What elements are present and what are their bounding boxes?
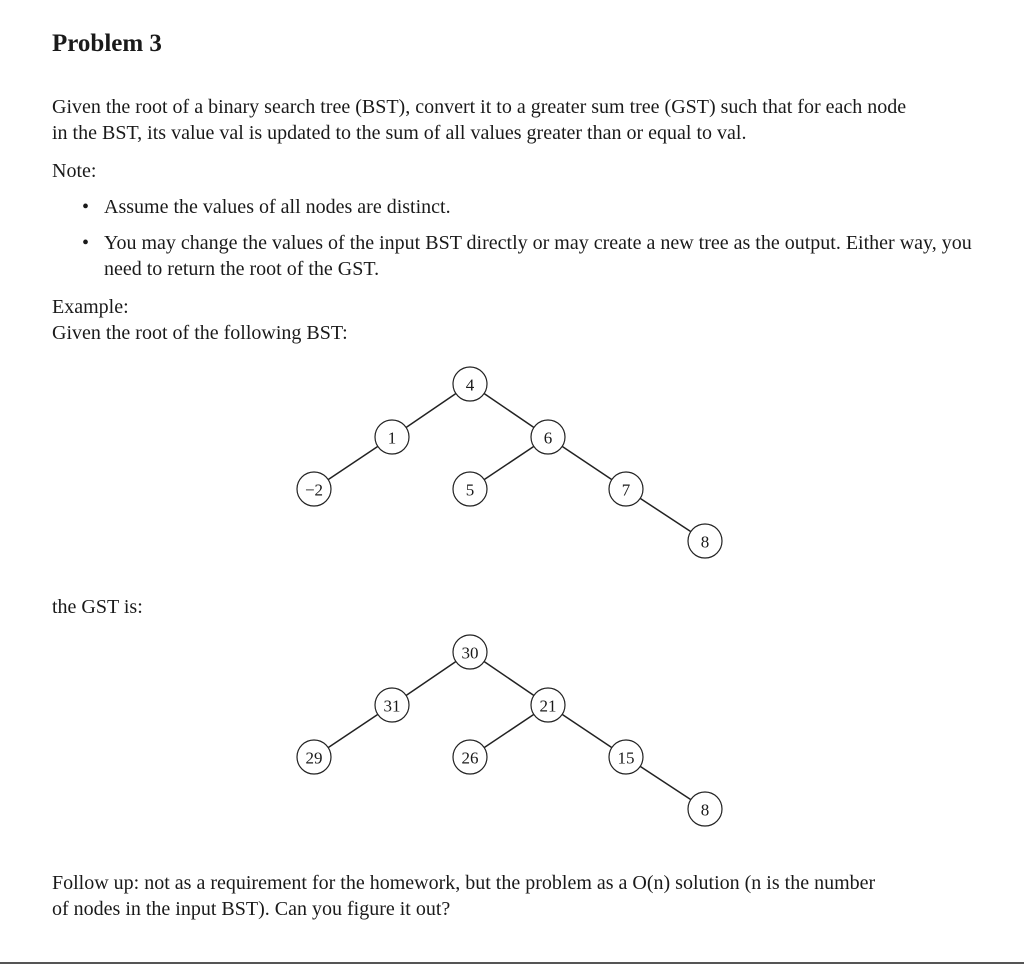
gst-node-label: 31 <box>383 696 401 716</box>
followup-section <box>52 870 982 922</box>
bst-tree <box>0 360 1024 570</box>
intro-line-1: Given the root of a binary search tree (BST), convert it to a greater sum tree (GST) such that for each node <box>52 96 907 118</box>
bst-node <box>609 472 643 506</box>
gst-edge <box>484 662 534 696</box>
bst-edge <box>328 446 378 479</box>
bullet-icon: • <box>82 196 90 218</box>
bst-node-label: 8 <box>700 532 710 552</box>
gst-node <box>453 635 487 669</box>
intro-line-2: in the BST, its value val is updated to the sum of all values greater than or equal to val. <box>52 122 747 144</box>
bullet-icon: • <box>82 232 90 254</box>
bst-node <box>453 472 487 506</box>
bst-node-label: 6 <box>543 428 553 448</box>
gst-node <box>688 792 722 826</box>
gst-node-label: 21 <box>539 696 557 716</box>
bst-edge <box>562 446 612 479</box>
gst-node-label: 29 <box>305 748 323 768</box>
gst-label: the GST is: <box>52 596 143 618</box>
example-section <box>52 294 982 346</box>
bst-node <box>531 420 565 454</box>
bst-node-label: 4 <box>465 375 475 395</box>
gst-tree <box>0 628 1024 838</box>
example-label: Example: <box>52 296 129 318</box>
gst-node <box>297 740 331 774</box>
gst-edge <box>640 766 691 799</box>
bst-node-label: 1 <box>387 428 397 448</box>
note-list <box>82 194 982 292</box>
problem-intro <box>52 94 982 146</box>
bst-node <box>688 524 722 558</box>
gst-node <box>531 688 565 722</box>
bst-node <box>375 420 409 454</box>
bst-edge <box>484 394 534 428</box>
bst-edge <box>406 394 456 428</box>
gst-edge <box>406 662 456 696</box>
gst-diagram <box>0 628 1024 838</box>
gst-node <box>453 740 487 774</box>
followup-line-1: Follow up: not as a requirement for the homework, but the problem as a O(n) solution (n is the number <box>52 872 876 894</box>
gst-node-label: 8 <box>700 800 710 820</box>
gst-node-label: 15 <box>617 748 635 768</box>
note-item <box>82 194 982 220</box>
gst-edge <box>562 714 612 747</box>
note-item-text: You may change the values of the input BST directly or may create a new tree as the output. Either way, you need to return the root of the GST. <box>104 232 972 280</box>
gst-node <box>375 688 409 722</box>
bst-edge <box>640 498 691 531</box>
note-item <box>82 230 982 282</box>
bst-node-label: 7 <box>621 480 631 500</box>
gst-edge <box>484 714 534 747</box>
bst-node-label: −2 <box>304 480 324 500</box>
bst-node <box>453 367 487 401</box>
gst-node-label: 30 <box>461 643 479 663</box>
bst-edge <box>484 446 534 479</box>
note-label: Note: <box>52 160 97 182</box>
bst-diagram <box>0 360 1024 570</box>
problem-title: Problem 3 <box>52 30 162 57</box>
bst-node-label: 5 <box>465 480 475 500</box>
followup-line-2: of nodes in the input BST). Can you figure it out? <box>52 898 451 920</box>
gst-edge <box>328 714 378 747</box>
bottom-divider <box>0 962 1024 964</box>
gst-node-label: 26 <box>461 748 479 768</box>
note-item-text: Assume the values of all nodes are distinct. <box>104 196 451 218</box>
example-intro: Given the root of the following BST: <box>52 322 348 344</box>
bst-node <box>297 472 331 506</box>
gst-node <box>609 740 643 774</box>
